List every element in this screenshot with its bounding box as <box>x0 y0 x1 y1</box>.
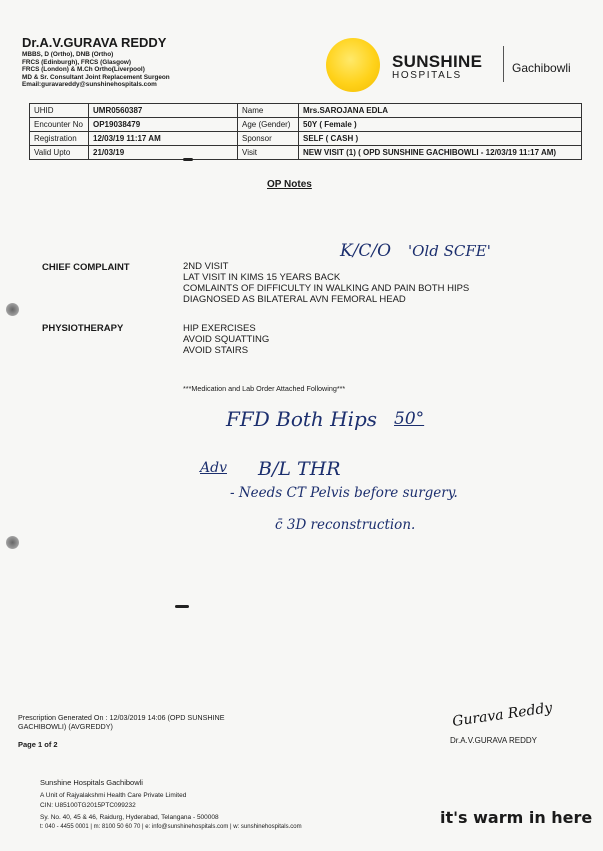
handwritten-ct-pelvis: - Needs CT Pelvis before surgery. <box>230 485 458 501</box>
sunshine-logo-sun <box>326 38 380 92</box>
punch-hole <box>6 303 19 316</box>
table-row <box>30 118 582 132</box>
visit-label: Visit <box>238 146 299 160</box>
patient-info-table <box>29 103 582 160</box>
age-value: 50Y ( Female ) <box>299 118 582 132</box>
handwritten-ffd-value: 50° <box>394 409 425 429</box>
encounter-value: OP19038479 <box>89 118 238 132</box>
complaint-line: DIAGNOSED AS BILATERAL AVN FEMORAL HEAD <box>183 294 406 305</box>
valid-label: Valid Upto <box>30 146 89 160</box>
handwritten-bil-thr: B/L THR <box>258 458 341 480</box>
qualification-line: FRCS (Edinburgh), FRCS (Glasgow) <box>22 58 131 66</box>
complaint-line: LAT VISIT IN KIMS 15 YEARS BACK <box>183 272 341 283</box>
uhid-label: UHID <box>30 104 89 118</box>
handwritten-kclo: K/C/O <box>340 241 392 261</box>
complaint-line: COMLAINTS OF DIFFICULTY IN WALKING AND PAIN BOTH HIPS <box>183 283 470 294</box>
qualification-line: MD & Sr. Consultant Joint Replacement Surgeon <box>22 73 170 81</box>
footer-cin: CIN: U85100TG2015PTC099232 <box>40 802 136 809</box>
doctor-name: Dr.A.V.GURAVA REDDY <box>22 35 167 50</box>
op-notes-title: OP Notes <box>267 179 312 190</box>
footer-address: Sy. No. 40, 45 & 46, Raidurg, Hyderabad, Telangana - 500008 <box>40 814 219 821</box>
valid-value: 21/03/19 <box>89 146 238 160</box>
qualification-line: MBBS, D (Ortho), DNB (Ortho) <box>22 51 114 58</box>
registration-value: 12/03/19 11:17 AM <box>89 132 238 146</box>
age-label: Age (Gender) <box>238 118 299 132</box>
doctor-email: Email:guravareddy@sunshinehospitals.com <box>22 81 157 89</box>
scan-mark <box>183 158 193 161</box>
table-row <box>30 132 582 146</box>
doctor-qualifications <box>22 51 242 89</box>
footer-unit: A Unit of Rajyalakshmi Health Care Private Limited <box>40 792 187 799</box>
name-label: Name <box>238 104 299 118</box>
footer-tagline: it's warm in here <box>440 808 593 827</box>
registration-label: Registration <box>30 132 89 146</box>
hospital-brand-sub: HOSPITALS <box>392 70 462 81</box>
physiotherapy-label: PHYSIOTHERAPY <box>42 323 124 334</box>
signer-name: Dr.A.V.GURAVA REDDY <box>450 736 537 745</box>
handwritten-old-scfe: 'Old SCFE' <box>408 242 491 260</box>
physio-line: AVOID SQUATTING <box>183 334 270 345</box>
header-divider <box>503 46 504 82</box>
chief-complaint-label: CHIEF COMPLAINT <box>42 262 130 273</box>
hospital-brand: SUNSHINE <box>392 52 483 71</box>
punch-hole <box>6 536 19 549</box>
medication-note: ***Medication and Lab Order Attached Following*** <box>183 384 346 393</box>
physiotherapy-text <box>183 323 269 356</box>
footer-contact: t: 040 - 4455 0001 | m: 8100 50 60 70 | e: info@sunshinehospitals.com | w: sunshinehospitals.com <box>40 824 302 830</box>
handwritten-3d-reconstruction: c̄ 3D reconstruction. <box>275 517 416 533</box>
prescription-generated: Prescription Generated On : 12/03/2019 14:06 (OPD SUNSHINE GACHIBOWLI) (AVGREDDY) <box>18 713 225 731</box>
sponsor-label: Sponsor <box>238 132 299 146</box>
complaint-line: 2ND VISIT <box>183 261 229 272</box>
chief-complaint-text <box>183 261 469 305</box>
table-row <box>30 146 582 160</box>
signature: Gurava Reddy <box>451 700 554 730</box>
scan-mark <box>175 605 189 608</box>
page-number: Page 1 of 2 <box>18 740 58 749</box>
name-value: Mrs.SAROJANA EDLA <box>299 104 582 118</box>
sponsor-value: SELF ( CASH ) <box>299 132 582 146</box>
uhid-value: UMR0560387 <box>89 104 238 118</box>
encounter-label: Encounter No <box>30 118 89 132</box>
physio-line: AVOID STAIRS <box>183 345 249 356</box>
hospital-branch: Gachibowli <box>512 61 571 75</box>
footer-hospital-name: Sunshine Hospitals Gachibowli <box>40 778 143 787</box>
handwritten-ffd: FFD Both Hips <box>226 407 378 431</box>
handwritten-adv: Adv <box>200 460 227 476</box>
table-row <box>30 104 582 118</box>
qualification-line: FRCS (London) & M.Ch Ortho(Liverpool) <box>22 66 145 74</box>
physio-line: HIP EXERCISES <box>183 323 256 334</box>
visit-value: NEW VISIT (1) ( OPD SUNSHINE GACHIBOWLI - 12/03/19 11:17 AM) <box>299 146 582 160</box>
